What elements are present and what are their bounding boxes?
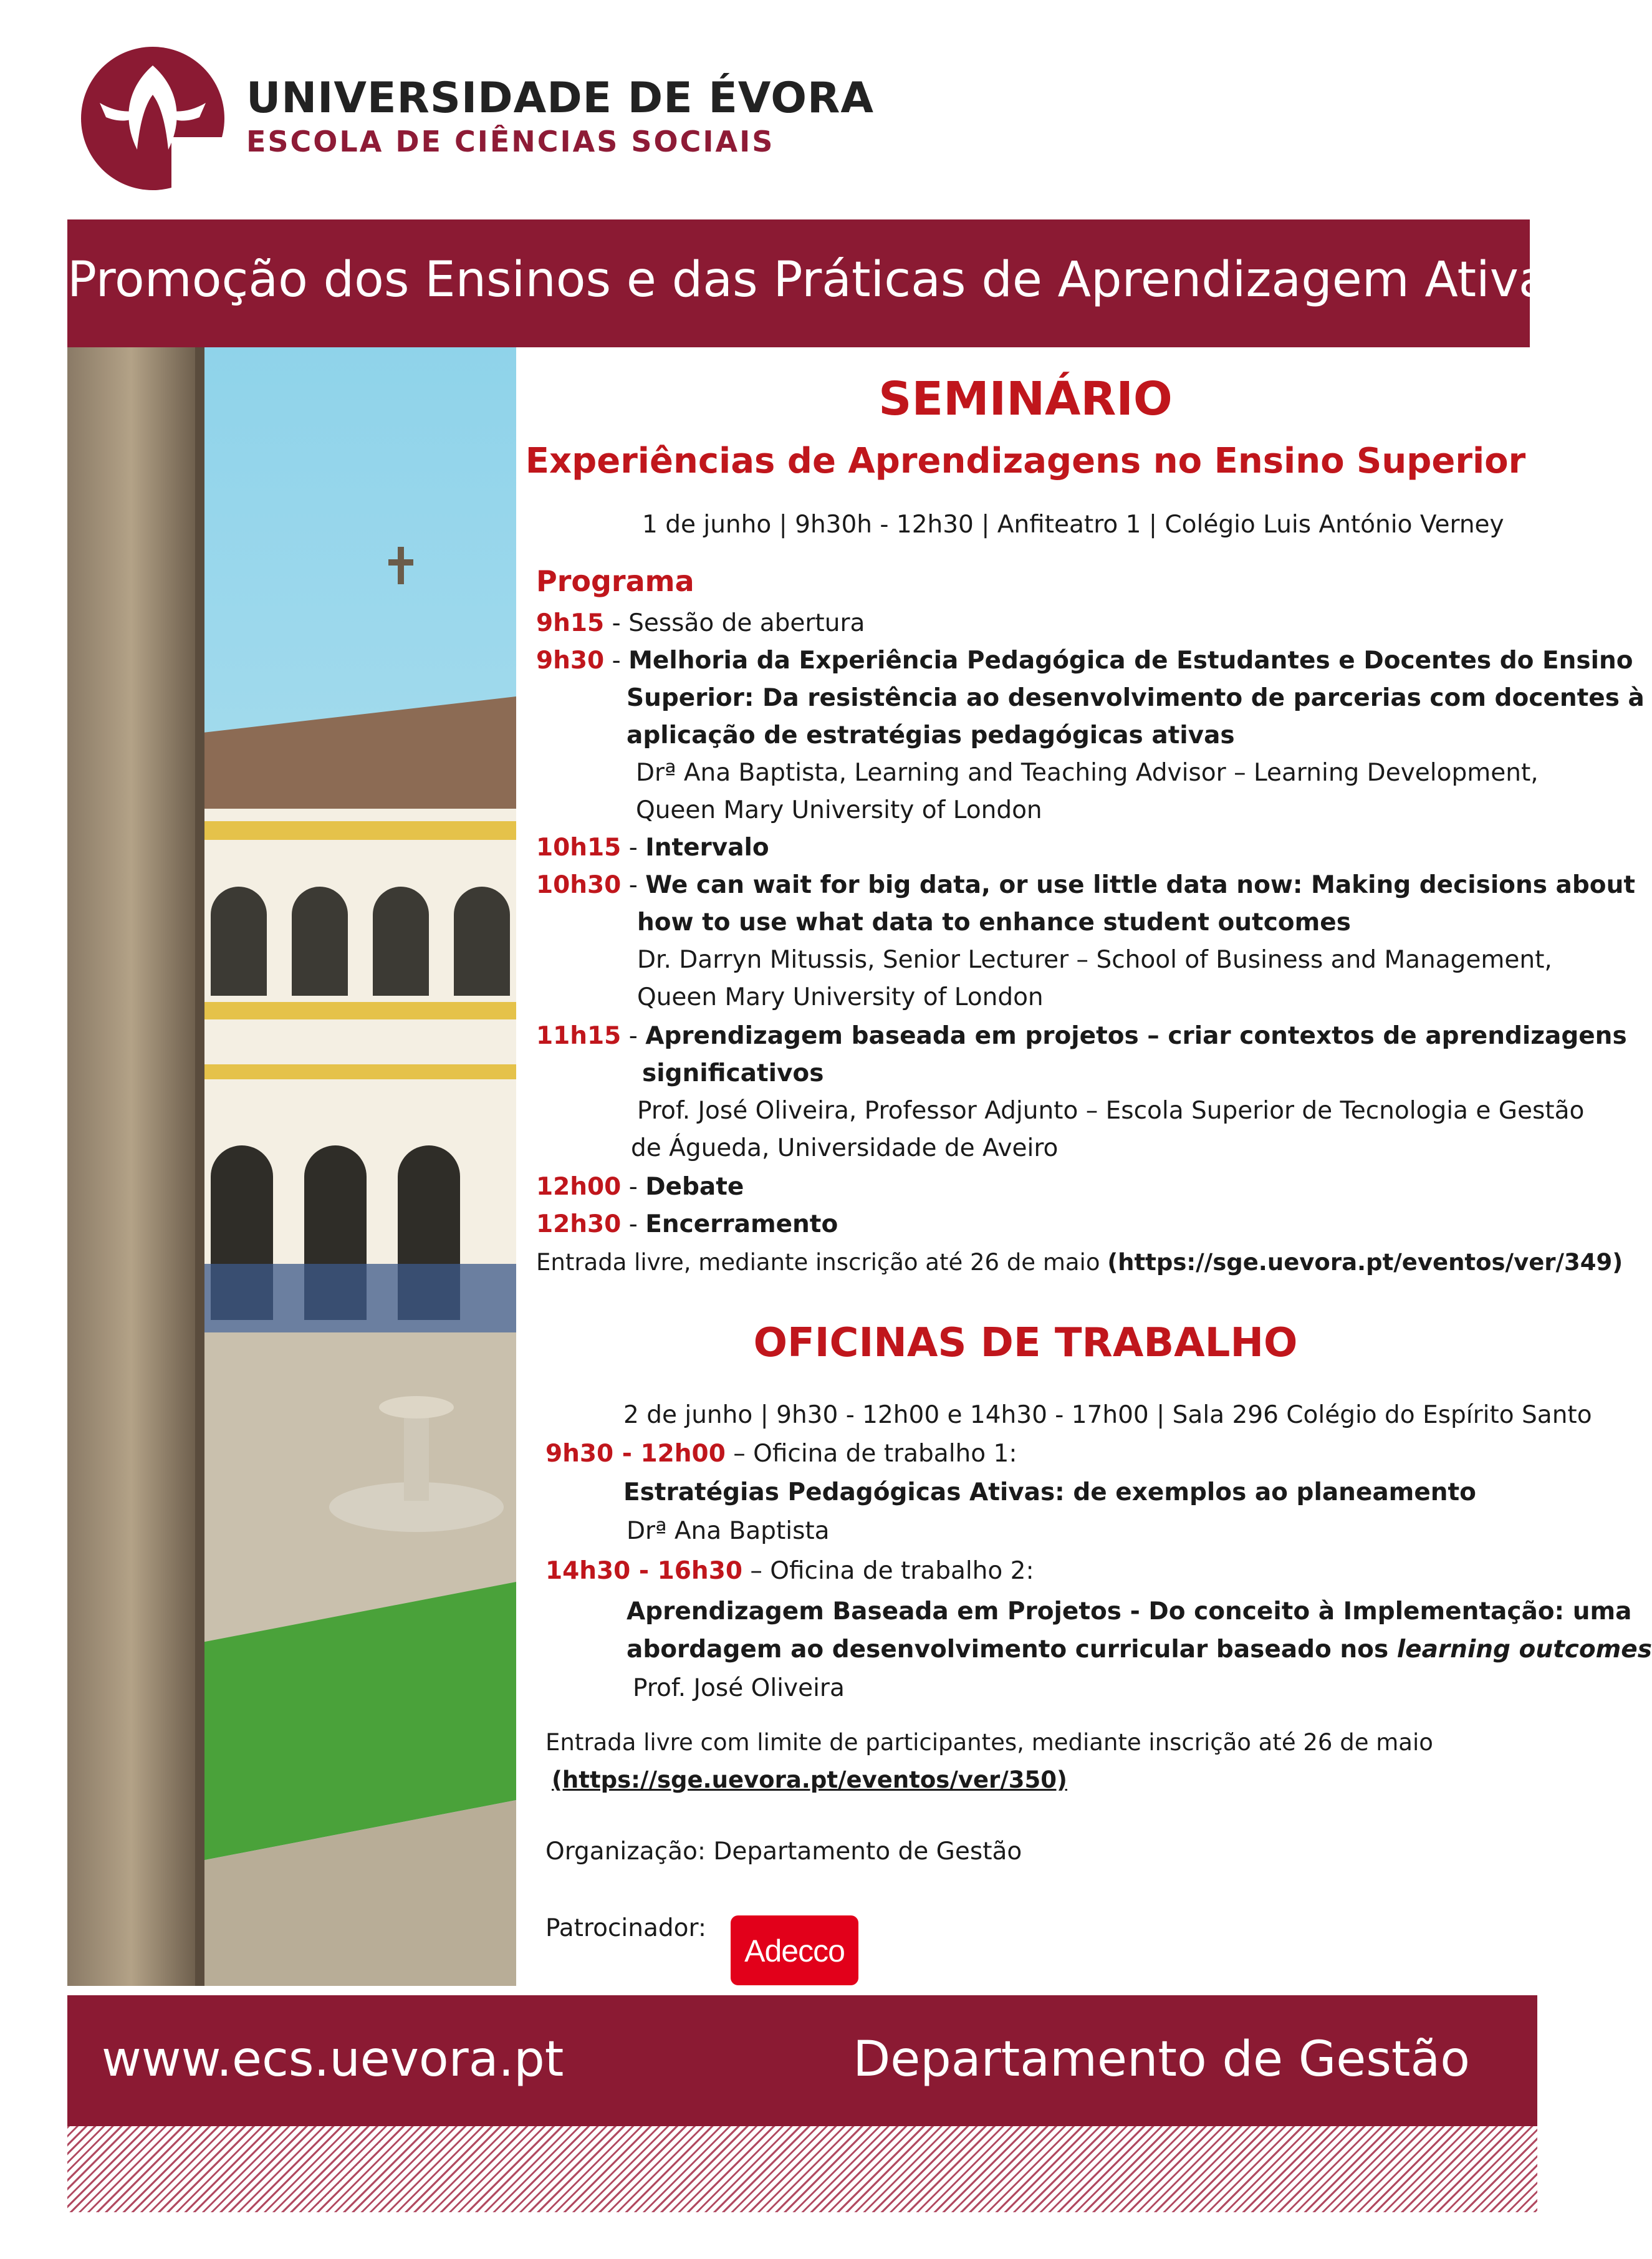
item-title-line: how to use what data to enhance student outcomes [637, 908, 1351, 937]
registration-link[interactable]: (https://sge.uevora.pt/eventos/ver/349) [1107, 1249, 1623, 1276]
program-heading: Programa [536, 564, 694, 598]
workshop-title-italic: learning outcomes [1396, 1635, 1652, 1664]
program-item [536, 609, 865, 637]
item-sep: - [621, 1022, 646, 1050]
university-name: UNIVERSIDADE DE ÉVORA [246, 74, 875, 123]
item-title-line: Superior: Da resistência ao desenvolvimento de parcerias com docentes à [627, 684, 1645, 712]
program-item [536, 834, 769, 862]
item-time: 11h15 [536, 1022, 622, 1050]
program-item [536, 1210, 838, 1238]
item-text: Debate [645, 1173, 744, 1201]
program-content [524, 347, 1652, 1987]
page-title: Promoção dos Ensinos e das Práticas de Aprendizagem Ativas [67, 252, 1574, 308]
item-time: 9h15 [536, 609, 605, 637]
workshop-title [627, 1635, 1652, 1664]
seminar-heading: SEMINÁRIO [878, 372, 1173, 426]
item-sep: - [604, 647, 629, 675]
item-time: 10h30 [536, 871, 622, 899]
item-time: 10h15 [536, 834, 622, 862]
registration-text: Entrada livre, mediante inscrição até 26 de maio [536, 1249, 1108, 1276]
workshop-item [545, 1557, 1034, 1585]
workshop-registration-text: Entrada livre com limite de participantes, mediante inscrição até 26 de maio [545, 1729, 1433, 1756]
workshops-heading: OFICINAS DE TRABALHO [753, 1320, 1298, 1366]
item-time: 9h30 [536, 647, 605, 675]
item-sep: - [621, 1173, 646, 1201]
item-time: 12h00 [536, 1173, 622, 1201]
sponsor-label: Patrocinador: [545, 1914, 706, 1942]
item-speaker: Drª Ana Baptista, Learning and Teaching Advisor – Learning Development, [636, 759, 1539, 787]
seminar-registration [536, 1249, 1623, 1276]
item-title: Melhoria da Experiência Pedagógica de Estudantes e Docentes do Ensino [628, 647, 1633, 675]
university-logo-icon [78, 44, 228, 193]
courtyard-photo [67, 347, 516, 1986]
item-speaker: Prof. José Oliveira, Professor Adjunto – Escola Superior de Tecnologia e Gestão [637, 1097, 1585, 1125]
workshop-label: – Oficina de trabalho 2: [742, 1557, 1034, 1585]
workshop-label: – Oficina de trabalho 1: [725, 1440, 1017, 1468]
workshop-item [545, 1440, 1017, 1468]
workshop-registration-link[interactable]: (https://sge.uevora.pt/eventos/ver/350) [552, 1766, 1067, 1793]
workshop-speaker: Drª Ana Baptista [627, 1517, 830, 1545]
program-item [536, 647, 1633, 675]
workshop-title-text: abordagem ao desenvolvimento curricular baseado nos [627, 1635, 1397, 1664]
workshop-time: 14h30 - 16h30 [545, 1557, 742, 1585]
item-title-line: significativos [642, 1059, 824, 1087]
program-item [536, 871, 1635, 899]
footer-url[interactable]: www.ecs.uevora.pt [102, 2031, 564, 2088]
footer-band [67, 1995, 1537, 2126]
program-item [536, 1022, 1627, 1050]
workshop-time: 9h30 - 12h00 [545, 1440, 726, 1468]
title-band [67, 219, 1574, 347]
program-item [536, 1173, 744, 1201]
school-name: ESCOLA DE CIÊNCIAS SOCIAIS [246, 125, 775, 158]
item-time: 12h30 [536, 1210, 622, 1238]
item-sep: - [604, 609, 629, 637]
adecco-logo-text: Adecco [744, 1934, 845, 1968]
item-title: Aprendizagem baseada em projetos – criar contextos de aprendizagens [645, 1022, 1627, 1050]
footer-department: Departamento de Gestão [853, 2031, 1470, 2088]
item-sep: - [621, 1210, 646, 1238]
item-title: We can wait for big data, or use little data now: Making decisions about [645, 871, 1635, 899]
item-speaker: de Águeda, Universidade de Aveiro [631, 1134, 1059, 1162]
seminar-subtitle: Experiências de Aprendizagens no Ensino Superior [525, 441, 1526, 481]
item-sep: - [621, 871, 646, 899]
item-text: Intervalo [645, 834, 769, 862]
workshops-meta: 2 de junho | 9h30 - 12h00 e 14h30 - 17h00 | Sala 296 Colégio do Espírito Santo [623, 1401, 1592, 1429]
organization: Organização: Departamento de Gestão [545, 1838, 1022, 1866]
seminar-meta: 1 de junho | 9h30h - 12h30 | Anfiteatro 1 | Colégio Luis António Verney [642, 511, 1504, 539]
item-text: Sessão de abertura [628, 609, 865, 637]
item-speaker: Queen Mary University of London [637, 983, 1044, 1011]
item-text: Encerramento [645, 1210, 838, 1238]
item-speaker: Queen Mary University of London [636, 796, 1042, 824]
footer-stripes [67, 2126, 1537, 2212]
workshop-title: Estratégias Pedagógicas Ativas: de exemplos ao planeamento [623, 1478, 1476, 1506]
workshop-title: Aprendizagem Baseada em Projetos - Do conceito à Implementação: uma [627, 1597, 1632, 1626]
adecco-logo [731, 1915, 858, 1985]
item-sep: - [621, 834, 646, 862]
item-speaker: Dr. Darryn Mitussis, Senior Lecturer – School of Business and Management, [637, 946, 1552, 974]
item-title-line: aplicação de estratégias pedagógicas ativas [627, 721, 1235, 749]
workshop-speaker: Prof. José Oliveira [633, 1674, 845, 1702]
